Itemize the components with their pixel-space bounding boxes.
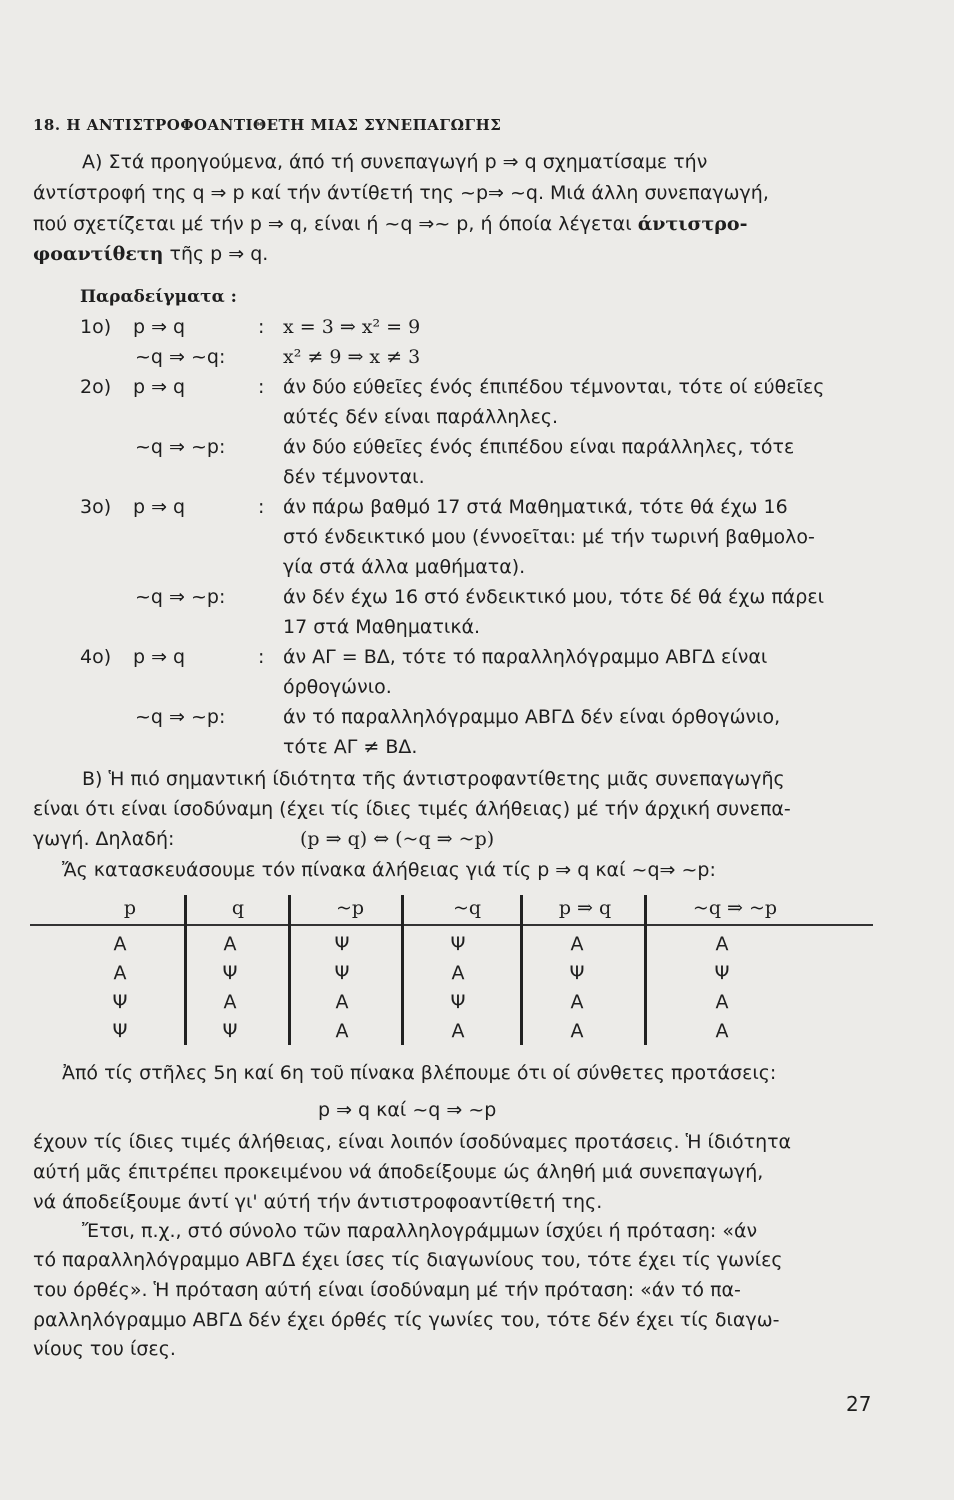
table-header-contrapositive: ~q ⇒ ~p (692, 897, 778, 919)
table-cell: Ψ (334, 933, 350, 955)
table-header-p: p (123, 897, 137, 919)
table-cell: Ψ (450, 933, 466, 955)
paragraph-b-line-1: Β) Ἡ πιό σημαντική ίδιότητα τῆς άντιστροφαντίθετης μιᾶς συνεπαγωγῆς (82, 768, 785, 790)
conclusion-line-3: αύτή μᾶς έπιτρέπει προκειμένου νά άποδείξουμε ώς άληθή μιά συνεπαγωγή, (33, 1161, 764, 1183)
example-1-contra-lhs: ~q ⇒ ~q: (135, 346, 226, 368)
table-header-rule (30, 924, 873, 926)
example-2-text-line-1: άν δύο εύθεῖες ένός έπιπέδου τέμνονται, τότε οί εύθεῖες (283, 376, 825, 398)
example-4-text-line-1: άν ΑΓ = ΒΔ, τότε τό παραλληλόγραμμο ΑΒΓΔ είναι (283, 646, 768, 668)
table-header-not-q: ~q (452, 897, 482, 919)
example-3-text-line-2: στό ένδεικτικό μου (έννοεῖται: μέ τήν τωρινή βαθμολο- (283, 526, 815, 548)
example-2-label: 2o) (80, 376, 112, 398)
table-cell: Α (715, 1020, 729, 1042)
example-2-text-line-2: αύτές δέν είναι παράλληλες. (283, 406, 559, 428)
example-4-text-line-2: όρθογώνιο. (283, 676, 392, 698)
conclusion-line-5: Ἔτσι, π.χ., στό σύνολο τῶν παραλληλογράμμων ίσχύει ή πρόταση: «άν (82, 1220, 758, 1242)
paragraph-a-line-4-rest: τῆς p ⇒ q. (163, 243, 269, 265)
example-3-colon: : (258, 496, 265, 518)
example-4-contra-line-2: τότε ΑΓ ≠ ΒΔ. (283, 736, 418, 758)
page-number: 27 (846, 1392, 872, 1416)
example-4-contra-lhs: ~q ⇒ ~p: (135, 706, 226, 728)
table-cell: Ψ (714, 962, 730, 984)
table-cell: Ψ (334, 962, 350, 984)
example-4-contra-line-1: άν τό παραλληλόγραμμο ΑΒΓΔ δέν είναι όρθογώνιο, (283, 706, 781, 728)
table-column-rule-2 (288, 895, 291, 1045)
conclusion-line-9: νίους του ίσες. (33, 1338, 176, 1360)
table-column-rule-3 (401, 895, 404, 1045)
conclusion-line-6: τό παραλληλόγραμμο ΑΒΓΔ έχει ίσες τίς διαγωνίους του, τότε έχει τίς γωνίες (33, 1249, 783, 1271)
term-contrapositive-part1: άντιστρο- (637, 213, 748, 235)
example-4-label: 4o) (80, 646, 112, 668)
example-1-colon: : (258, 316, 265, 338)
section-title: 18. Η ΑΝΤΙΣΤΡΟΦΟΑΝΤΙΘΕΤΗ ΜΙΑΣ ΣΥΝΕΠΑΓΩΓΗΣ (33, 116, 502, 134)
examples-heading: Παραδείγματα : (80, 287, 237, 307)
paragraph-a-line-4 (33, 242, 268, 267)
conclusion-line-1: Ἀπό τίς στῆλες 5η καί 6η τοῦ πίνακα βλέπουμε ότι οί σύνθετες προτάσεις: (62, 1062, 777, 1084)
table-cell: Α (451, 1020, 465, 1042)
example-2-contra-lhs: ~q ⇒ ~p: (135, 436, 226, 458)
table-cell: Ψ (112, 991, 128, 1013)
paragraph-a-line-1: Α) Στά προηγούμενα, άπό τή συνεπαγωγή p ⇒ q σχηματίσαμε τήν (82, 151, 708, 173)
table-cell: Α (223, 933, 237, 955)
paragraph-a-line-3 (33, 212, 747, 237)
table-cell: Ψ (222, 962, 238, 984)
example-3-text-line-1: άν πάρω βαθμό 17 στά Μαθηματικά, τότε θά έχω 16 (283, 496, 788, 518)
table-column-rule-1 (184, 895, 187, 1045)
table-cell: Α (715, 991, 729, 1013)
example-4-lhs: p ⇒ q (133, 646, 186, 668)
conclusion-line-2: έχουν τίς ίδιες τιμές άλήθειας, είναι λοιπόν ίσοδύναμες προτάσεις. Ἡ ίδιότητα (33, 1131, 792, 1153)
conclusion-formula: p ⇒ q καί ~q ⇒ ~p (318, 1099, 497, 1121)
paragraph-b-line-3-left: γωγή. Δηλαδή: (33, 828, 175, 850)
conclusion-line-8: ραλληλόγραμμο ΑΒΓΔ δέν έχει όρθές τίς γωνίες του, τότε δέν έχει τίς διαγω- (33, 1309, 780, 1331)
example-1-label: 1o) (80, 316, 112, 338)
table-cell: Ψ (569, 962, 585, 984)
paragraph-a-line-2: άντίστροφή της q ⇒ p καί τήν άντίθετή της ~p⇒ ~q. Μιά άλλη συνεπαγωγή, (33, 182, 769, 204)
equivalence-formula: (p ⇒ q) ⇔ (~q ⇒ ~p) (300, 828, 495, 850)
table-cell: Α (451, 962, 465, 984)
example-1-text: x = 3 ⇒ x² = 9 (283, 316, 421, 338)
term-contrapositive-part2: φοαντίθετη (33, 243, 164, 265)
example-2-colon: : (258, 376, 265, 398)
table-header-q: q (231, 897, 245, 919)
conclusion-line-7: του όρθές». Ἡ πρόταση αύτή είναι ίσοδύναμη μέ τήν πρόταση: «άν τό πα- (33, 1279, 741, 1301)
table-cell: Α (223, 991, 237, 1013)
paragraph-b-line-2: είναι ότι είναι ίσοδύναμη (έχει τίς ίδιες τιμές άλήθειας) μέ τήν άρχική συνεπα- (33, 798, 791, 820)
paragraph-a-line-3-text: πού σχετίζεται μέ τήν p ⇒ q, είναι ή ~q ⇒~ p, ή όποία λέγεται (33, 213, 632, 235)
table-cell: Α (570, 933, 584, 955)
table-cell: Α (715, 933, 729, 955)
table-header-not-p: ~p (335, 897, 365, 919)
example-3-contra-line-2: 17 στά Μαθηματικά. (283, 616, 481, 638)
example-1-lhs: p ⇒ q (133, 316, 186, 338)
example-3-text-line-3: γία στά άλλα μαθήματα). (283, 556, 526, 578)
table-cell: Ψ (112, 1020, 128, 1042)
conclusion-line-4: νά άποδείξουμε άντί γι' αύτή τήν άντιστροφοαντίθετή της. (33, 1191, 603, 1213)
example-3-contra-line-1: άν δέν έχω 16 στό ένδεικτικό μου, τότε δέ θά έχω πάρει (283, 586, 825, 608)
example-2-lhs: p ⇒ q (133, 376, 186, 398)
example-1-contra-text: x² ≠ 9 ⇒ x ≠ 3 (283, 346, 421, 368)
table-column-rule-4 (520, 895, 523, 1045)
table-cell: Α (570, 1020, 584, 1042)
example-3-label: 3o) (80, 496, 112, 518)
table-cell: Α (570, 991, 584, 1013)
example-3-lhs: p ⇒ q (133, 496, 186, 518)
example-4-colon: : (258, 646, 265, 668)
table-header-p-implies-q: p ⇒ q (558, 897, 612, 919)
table-cell: Ψ (222, 1020, 238, 1042)
table-cell: Α (113, 962, 127, 984)
table-cell: Α (113, 933, 127, 955)
table-cell: Α (335, 991, 349, 1013)
table-cell: Α (335, 1020, 349, 1042)
paragraph-b-line-4: Ἄς κατασκευάσουμε τόν πίνακα άλήθειας γιά τίς p ⇒ q καί ~q⇒ ~p: (62, 859, 716, 881)
example-2-contra-line-1: άν δύο εύθεῖες ένός έπιπέδου είναι παράλληλες, τότε (283, 436, 795, 458)
table-column-rule-5 (644, 895, 647, 1045)
example-3-contra-lhs: ~q ⇒ ~p: (135, 586, 226, 608)
example-2-contra-line-2: δέν τέμνονται. (283, 466, 425, 488)
table-cell: Ψ (450, 991, 466, 1013)
